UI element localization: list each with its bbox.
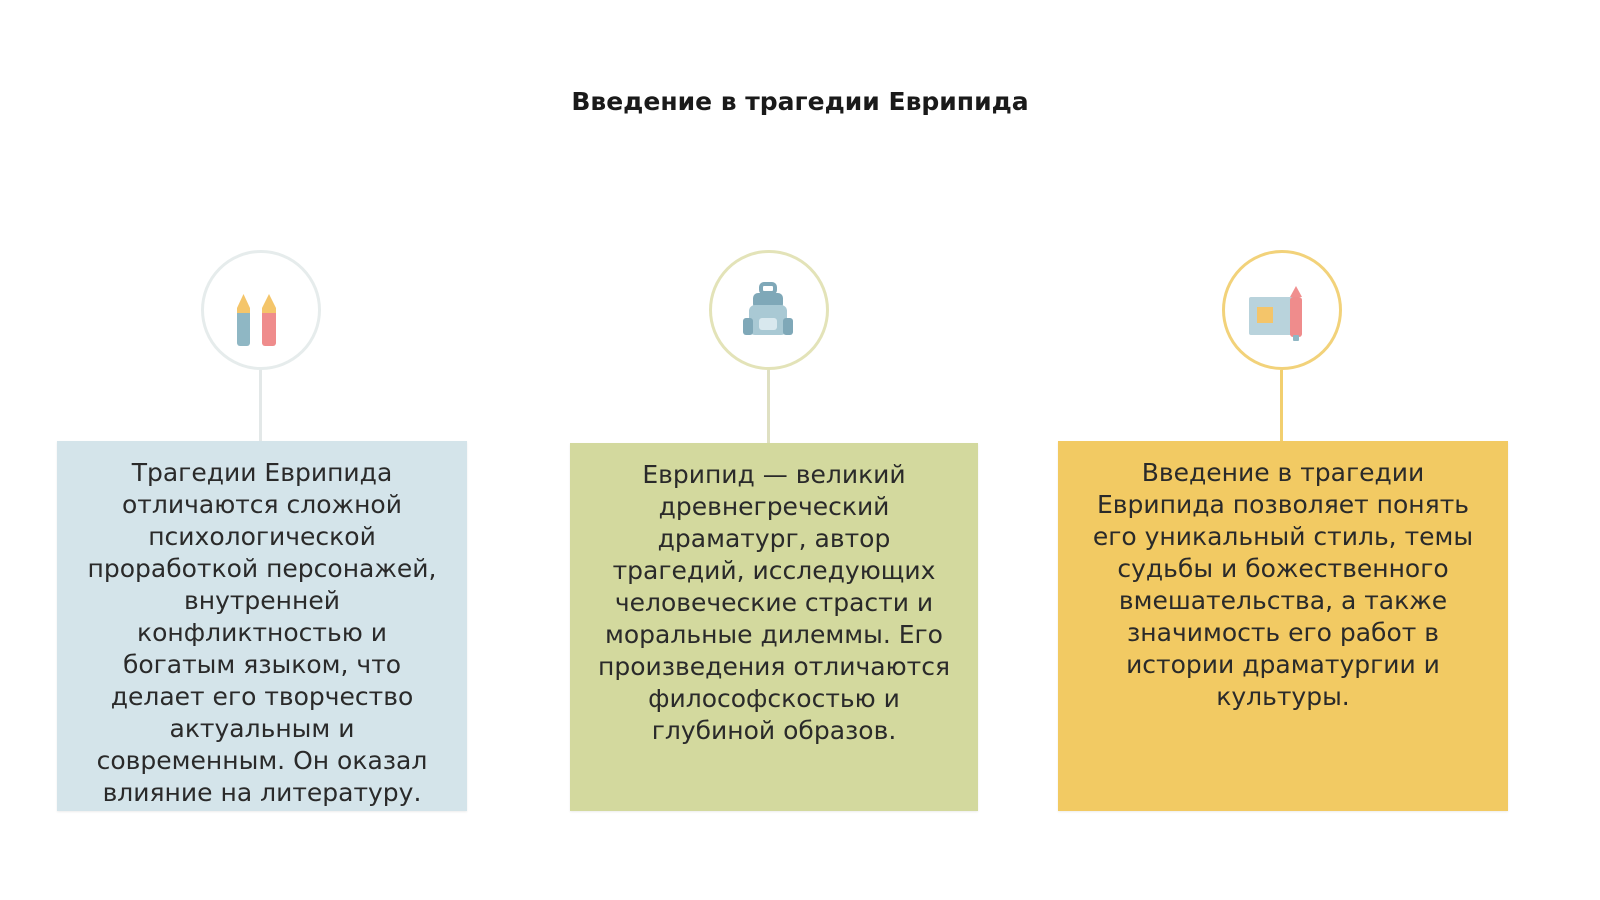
connector-line-1 bbox=[259, 370, 262, 442]
icon-circle-3 bbox=[1222, 250, 1342, 370]
card-text-3: Введение в трагедии Еврипида позволяет понять его уникальный стиль, темы судьбы и божественного вмешательства, а также значимость его работ в истории драматургии и культуры. bbox=[1092, 458, 1474, 711]
connector-line-3 bbox=[1280, 370, 1283, 441]
card-text-2: Еврипид — великий древнегреческий драматург, автор трагедий, исследующих человеческие страсти и моральные дилеммы. Его произведения отличаются философскостью и глубиной образов. bbox=[598, 460, 950, 745]
info-card-1 bbox=[57, 441, 467, 811]
card-text-1: Трагедии Еврипида отличаются сложной психологической проработкой персонажей, внутренней конфликтностью и богатым языком, что делает его творчество актуальным и современным. Он оказал влияние на литературу. bbox=[87, 458, 437, 807]
info-card-3 bbox=[1058, 441, 1508, 811]
icon-circle-2 bbox=[709, 250, 829, 370]
page-title: Введение в трагедии Еврипида bbox=[571, 87, 1029, 116]
backpack-icon bbox=[709, 250, 829, 370]
icon-circle-1 bbox=[201, 250, 321, 370]
connector-line-2 bbox=[767, 370, 770, 443]
info-card-2 bbox=[570, 443, 978, 811]
pencils-icon bbox=[201, 250, 321, 370]
canvas-and-pencil-icon bbox=[1222, 250, 1342, 370]
